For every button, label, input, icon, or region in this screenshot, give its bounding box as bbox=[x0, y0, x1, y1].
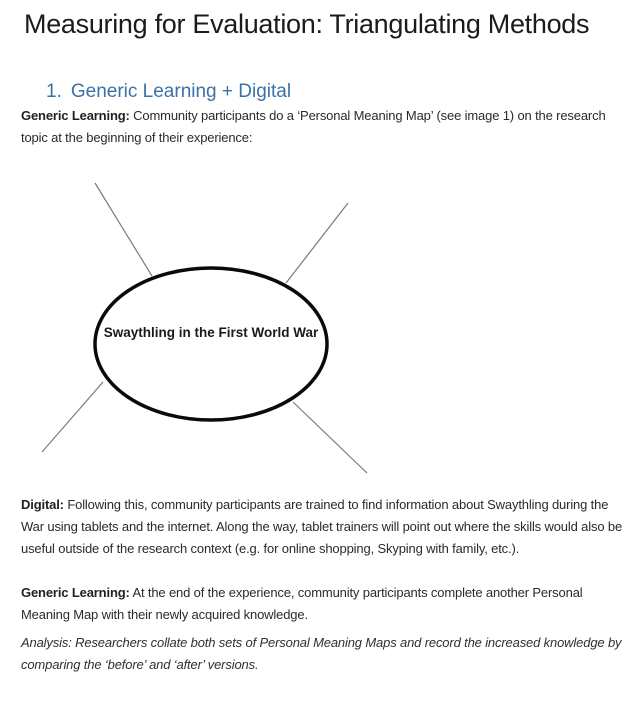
page-title: Measuring for Evaluation: Triangulating Methods bbox=[24, 9, 590, 39]
paragraph-body-text: Analysis: Researchers collate both sets of Personal Meaning Maps and record the increased knowledge by comparing the ‘before’ and ‘after’ versions. bbox=[21, 635, 622, 672]
section-heading-number: 1. bbox=[46, 81, 62, 102]
personal-meaning-map-diagram bbox=[0, 160, 642, 490]
mind-map-branch-line-top-right bbox=[286, 203, 348, 283]
mind-map-ellipse bbox=[95, 268, 327, 420]
paragraph-generic-learning-after bbox=[21, 582, 627, 626]
paragraph-body-text: At the end of the experience, community participants complete another Personal Meaning Map with their newly acquired knowledge. bbox=[21, 585, 583, 622]
paragraph-digital bbox=[21, 494, 627, 559]
paragraph-lead-label: Generic Learning: bbox=[21, 108, 130, 123]
paragraph-analysis bbox=[21, 632, 627, 676]
paragraph-body-text: Community participants do a ‘Personal Meaning Map’ (see image 1) on the research topic at the beginning of their experience: bbox=[21, 108, 606, 145]
paragraph-body-text: Following this, community participants are trained to find information about Swaythling during the War using tablets and the internet. Along the way, tablet trainers will point out where the skills would also be useful outside of the research context (e.g. for online shopping, Skyping with family, etc.). bbox=[21, 497, 623, 556]
mind-map-branch-line-bottom-right bbox=[293, 402, 367, 473]
mind-map-branch-line-top-left bbox=[95, 183, 152, 276]
paragraph-lead-label: Generic Learning: bbox=[21, 585, 130, 600]
mind-map-topic-label: Swaythling in the First World War bbox=[103, 325, 319, 340]
section-heading-label: Generic Learning + Digital bbox=[70, 81, 292, 102]
mind-map-branch-line-bottom-left bbox=[42, 382, 103, 452]
section-heading bbox=[46, 81, 291, 103]
paragraph-lead-label: Digital: bbox=[21, 497, 64, 512]
paragraph-generic-learning-before bbox=[21, 105, 613, 149]
